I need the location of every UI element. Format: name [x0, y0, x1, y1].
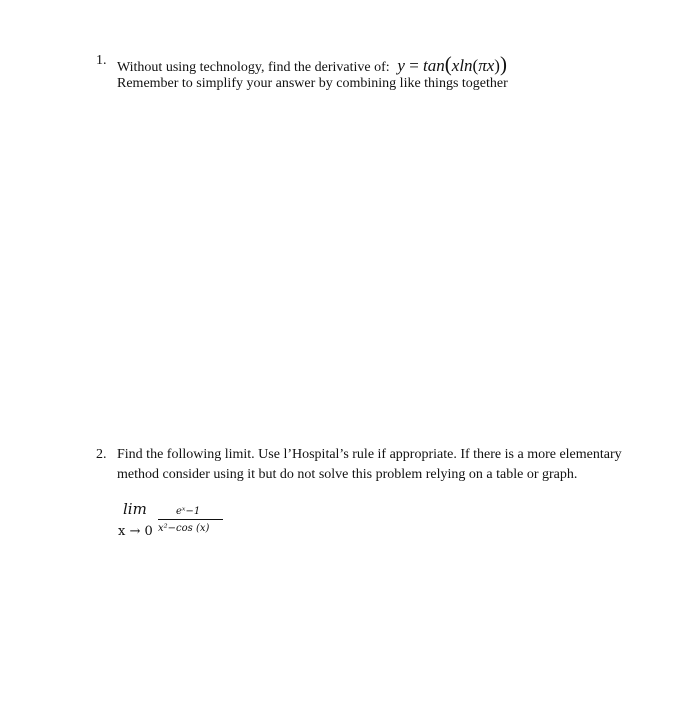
- problem-instruction: Without using technology, find the derivative of:: [117, 60, 390, 75]
- fraction-numerator: eˣ−1: [176, 506, 201, 517]
- eq-x: x: [451, 56, 460, 75]
- eq-close-inner: ): [494, 56, 500, 75]
- problem-reminder: Remember to simplify your answer by combining like things together: [117, 76, 508, 91]
- eq-ln: ln: [459, 56, 473, 75]
- eq-close-outer: ): [499, 52, 507, 76]
- eq-pi-x: πx: [478, 56, 495, 75]
- problem-instruction: Find the following limit. Use l’Hospital’s rule if appropriate. If there is a more elementary: [117, 447, 622, 462]
- lim-approach: x → 0: [118, 524, 153, 539]
- eq-equals: =: [409, 56, 419, 75]
- problem-number: 1.: [96, 53, 107, 68]
- eq-tan: tan: [423, 56, 445, 75]
- problem-number: 2.: [96, 447, 107, 462]
- lim-operator: lim: [123, 500, 147, 518]
- eq-lhs: y: [397, 56, 405, 75]
- eq-open-inner: (: [472, 56, 479, 75]
- problem-instruction-continued: method consider using it but do not solve this problem relying on a table or graph.: [117, 467, 578, 482]
- problem-text-line: [117, 52, 507, 77]
- fraction-denominator: x²−cos (x): [158, 523, 210, 534]
- derivative-equation: [393, 52, 507, 76]
- fraction-bar: [158, 519, 223, 520]
- eq-open-outer: (: [444, 52, 452, 76]
